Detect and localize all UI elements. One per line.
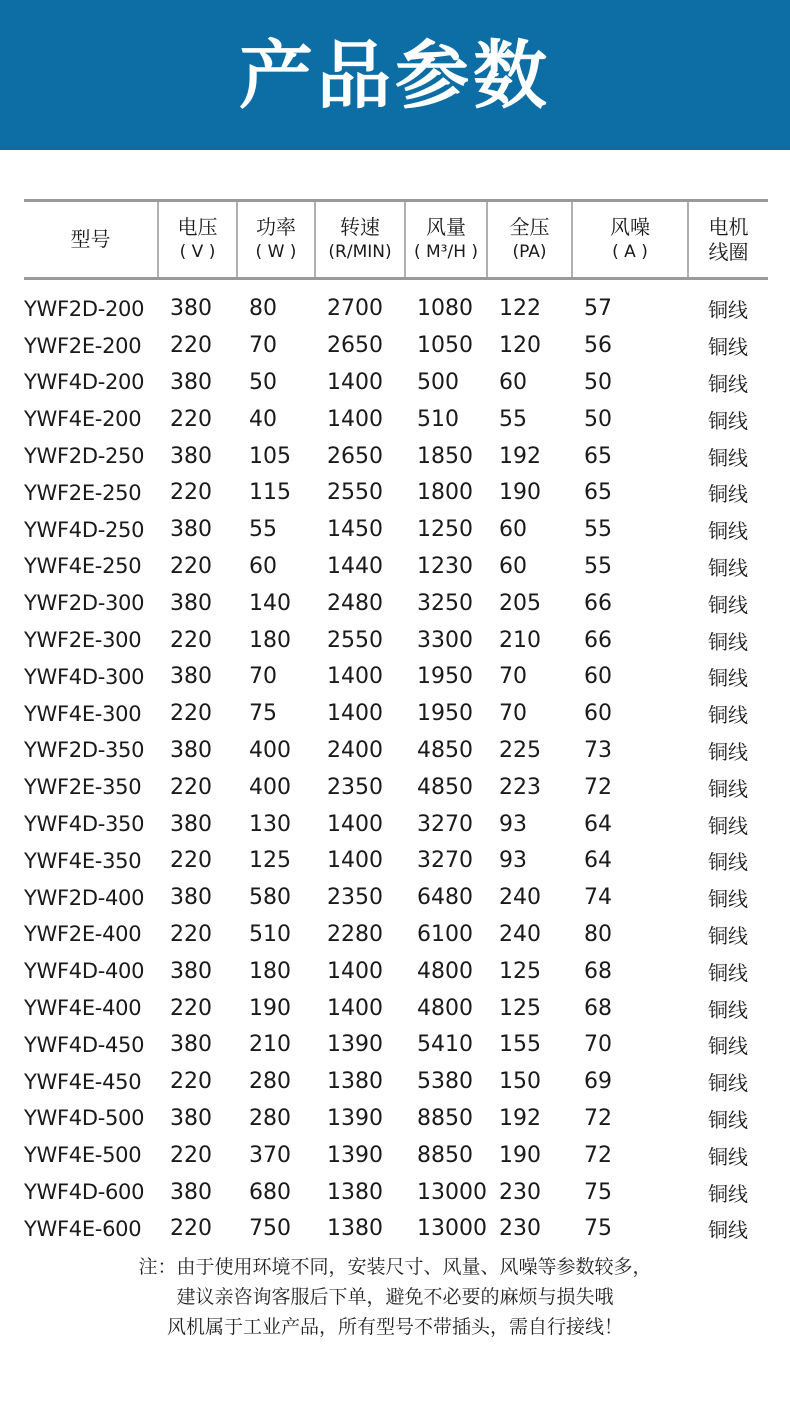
cell-model: YWF2D-300	[24, 591, 145, 616]
cell-noise: 72	[572, 769, 688, 806]
cell-voltage: 220	[158, 769, 237, 806]
cell-pressure: 230	[499, 1179, 541, 1205]
cell-pressure: 240	[487, 916, 572, 953]
cell-noise: 57	[584, 296, 612, 322]
cell-motor-coil: 铜线	[688, 327, 768, 364]
cell-speed: 1390	[327, 1105, 383, 1131]
cell-voltage: 380	[170, 296, 212, 322]
cell-power: 115	[237, 474, 315, 511]
table-row	[24, 842, 768, 879]
cell-motor-coil: 铜线	[688, 1063, 768, 1100]
cell-power: 680	[249, 1179, 291, 1205]
cell-power: 400	[249, 737, 291, 763]
cell-airflow: 1950	[417, 664, 473, 690]
header-motor-coil: 电机 线圈	[688, 201, 768, 279]
cell-speed: 1400	[315, 695, 405, 732]
cell-power: 280	[237, 1063, 315, 1100]
cell-model: YWF4D-600	[24, 1180, 145, 1205]
cell-voltage: 220	[158, 916, 237, 953]
cell-motor-coil: 铜线	[708, 739, 748, 764]
cell-noise: 68	[584, 958, 612, 984]
cell-model: YWF2D-200	[24, 296, 145, 321]
cell-noise: 72	[584, 1105, 612, 1131]
cell-model: YWF4D-500	[24, 1106, 145, 1131]
cell-voltage: 220	[158, 327, 237, 364]
cell-power: 370	[237, 1137, 315, 1174]
cell-pressure: 125	[499, 958, 541, 984]
cell-noise: 55	[572, 548, 688, 585]
parameter-table-wrap	[24, 199, 768, 1247]
cell-noise: 50	[584, 369, 612, 395]
cell-pressure: 120	[487, 327, 572, 364]
cell-pressure: 93	[487, 842, 572, 879]
cell-voltage: 220	[158, 622, 237, 659]
table-spacer	[24, 279, 768, 291]
cell-power: 105	[249, 443, 291, 469]
header-voltage: 电压 ( V )	[158, 201, 237, 279]
cell-noise: 65	[572, 474, 688, 511]
cell-motor-coil: 铜线	[708, 371, 748, 396]
cell-pressure: 190	[487, 1137, 572, 1174]
cell-voltage: 380	[170, 664, 212, 690]
cell-speed: 1400	[315, 842, 405, 879]
cell-motor-coil: 铜线	[708, 1034, 748, 1059]
cell-noise: 74	[584, 885, 612, 911]
cell-power: 750	[237, 1210, 315, 1247]
cell-pressure: 122	[499, 296, 541, 322]
cell-noise: 66	[584, 590, 612, 616]
cell-airflow: 4850	[405, 769, 487, 806]
cell-pressure: 225	[499, 737, 541, 763]
cell-model: YWF4E-450	[24, 1063, 158, 1100]
table-row	[24, 916, 768, 953]
cell-power: 190	[237, 990, 315, 1027]
cell-noise: 56	[572, 327, 688, 364]
cell-voltage: 220	[158, 401, 237, 438]
cell-voltage: 220	[158, 1063, 237, 1100]
footnote-line-2: 建议亲咨询客服后下单，避免不必要的麻烦与损失哦	[176, 1286, 614, 1308]
cell-speed: 1380	[327, 1179, 383, 1205]
cell-noise: 55	[584, 517, 612, 543]
table-row	[24, 695, 768, 732]
cell-power: 510	[237, 916, 315, 953]
cell-speed: 1440	[315, 548, 405, 585]
cell-power: 40	[237, 401, 315, 438]
cell-model: YWF2E-350	[24, 769, 158, 806]
cell-power: 50	[249, 369, 277, 395]
cell-airflow: 1950	[405, 695, 487, 732]
cell-model: YWF4E-350	[24, 842, 158, 879]
footnote-line-3: 风机属于工业产品，所有型号不带插头，需自行接线！	[166, 1316, 623, 1338]
cell-model: YWF4D-250	[24, 517, 145, 542]
cell-speed: 2550	[315, 622, 405, 659]
cell-pressure: 60	[499, 369, 527, 395]
cell-speed: 1400	[327, 369, 383, 395]
cell-model: YWF4D-350	[24, 812, 145, 837]
cell-noise: 69	[572, 1063, 688, 1100]
table-row	[24, 953, 768, 990]
cell-airflow: 1080	[417, 296, 473, 322]
cell-noise: 73	[584, 737, 612, 763]
cell-noise: 60	[572, 695, 688, 732]
cell-voltage: 220	[158, 1137, 237, 1174]
cell-motor-coil: 铜线	[688, 401, 768, 438]
header-noise: 风噪 ( A )	[572, 201, 688, 279]
footnote-line-1: 注：由于使用环境不同，安装尺寸、风量、风噪等参数较多，	[138, 1256, 652, 1278]
cell-pressure: 60	[487, 548, 572, 585]
cell-motor-coil: 铜线	[688, 548, 768, 585]
cell-model: YWF4E-200	[24, 401, 158, 438]
cell-power: 75	[237, 695, 315, 732]
table-row	[24, 1210, 768, 1247]
table-header-row	[24, 201, 768, 279]
cell-airflow: 1230	[405, 548, 487, 585]
cell-power: 140	[249, 590, 291, 616]
cell-motor-coil: 铜线	[708, 592, 748, 617]
table-row	[24, 879, 768, 916]
cell-airflow: 1050	[405, 327, 487, 364]
cell-model: YWF4D-300	[24, 664, 145, 689]
cell-speed: 1450	[327, 517, 383, 543]
cell-voltage: 220	[158, 990, 237, 1027]
table-row	[24, 1063, 768, 1100]
cell-model: YWF4E-500	[24, 1137, 158, 1174]
cell-pressure: 240	[499, 885, 541, 911]
table-body	[24, 279, 768, 1248]
cell-speed: 2480	[327, 590, 383, 616]
cell-motor-coil: 铜线	[688, 916, 768, 953]
cell-voltage: 220	[158, 548, 237, 585]
cell-noise: 68	[572, 990, 688, 1027]
cell-pressure: 190	[487, 474, 572, 511]
cell-motor-coil: 铜线	[688, 622, 768, 659]
parameter-table	[24, 199, 768, 1247]
cell-power: 70	[237, 327, 315, 364]
cell-noise: 72	[572, 1137, 688, 1174]
cell-pressure: 210	[487, 622, 572, 659]
cell-voltage: 380	[170, 369, 212, 395]
table-row	[24, 511, 768, 548]
cell-power: 130	[249, 811, 291, 837]
cell-model: YWF2E-400	[24, 916, 158, 953]
cell-power: 580	[249, 885, 291, 911]
cell-motor-coil: 铜线	[688, 842, 768, 879]
table-row	[24, 990, 768, 1027]
cell-power: 180	[249, 958, 291, 984]
table-row	[24, 1174, 768, 1211]
cell-airflow: 8850	[405, 1137, 487, 1174]
cell-voltage: 380	[170, 737, 212, 763]
cell-speed: 2700	[327, 296, 383, 322]
cell-model: YWF4D-200	[24, 370, 145, 395]
cell-motor-coil: 铜线	[688, 769, 768, 806]
cell-airflow: 4850	[417, 737, 473, 763]
cell-pressure: 70	[499, 664, 527, 690]
cell-motor-coil: 铜线	[688, 695, 768, 732]
cell-motor-coil: 铜线	[688, 474, 768, 511]
cell-speed: 1390	[327, 1032, 383, 1058]
table-row	[24, 806, 768, 843]
cell-model: YWF4E-250	[24, 548, 158, 585]
cell-motor-coil: 铜线	[708, 519, 748, 544]
cell-voltage: 380	[170, 443, 212, 469]
cell-airflow: 4800	[405, 990, 487, 1027]
cell-model: YWF2E-200	[24, 327, 158, 364]
header-power: 功率 ( W )	[237, 201, 315, 279]
cell-power: 80	[249, 296, 277, 322]
cell-speed: 2350	[327, 885, 383, 911]
cell-airflow: 510	[405, 401, 487, 438]
cell-voltage: 380	[170, 885, 212, 911]
cell-model: YWF2D-250	[24, 444, 145, 469]
cell-motor-coil: 铜线	[708, 298, 748, 323]
cell-model: YWF2D-350	[24, 738, 145, 763]
table-row	[24, 438, 768, 475]
cell-voltage: 380	[170, 958, 212, 984]
cell-noise: 64	[584, 811, 612, 837]
cell-noise: 75	[584, 1179, 612, 1205]
cell-power: 55	[249, 517, 277, 543]
cell-pressure: 150	[487, 1063, 572, 1100]
footnote	[0, 1252, 790, 1342]
cell-speed: 2650	[315, 327, 405, 364]
cell-pressure: 192	[499, 1105, 541, 1131]
table-row	[24, 327, 768, 364]
cell-noise: 65	[584, 443, 612, 469]
cell-airflow: 3250	[417, 590, 473, 616]
cell-airflow: 3300	[405, 622, 487, 659]
cell-airflow: 4800	[417, 958, 473, 984]
cell-model: YWF2E-250	[24, 474, 158, 511]
table-row	[24, 622, 768, 659]
cell-voltage: 380	[170, 1032, 212, 1058]
cell-pressure: 70	[487, 695, 572, 732]
cell-speed: 2400	[327, 737, 383, 763]
cell-power: 180	[237, 622, 315, 659]
table-row	[24, 291, 768, 328]
cell-model: YWF4E-600	[24, 1210, 158, 1247]
cell-pressure: 155	[499, 1032, 541, 1058]
cell-pressure: 93	[499, 811, 527, 837]
cell-motor-coil: 铜线	[708, 1107, 748, 1132]
cell-speed: 1380	[315, 1210, 405, 1247]
cell-motor-coil: 铜线	[688, 1210, 768, 1247]
cell-speed: 1400	[315, 401, 405, 438]
cell-airflow: 1850	[417, 443, 473, 469]
cell-voltage: 380	[170, 1105, 212, 1131]
cell-airflow: 13000	[405, 1210, 487, 1247]
table-row	[24, 769, 768, 806]
cell-pressure: 55	[487, 401, 572, 438]
cell-noise: 80	[572, 916, 688, 953]
header-pressure: 全压 (PA)	[487, 201, 572, 279]
title-banner	[0, 0, 790, 150]
table-row	[24, 548, 768, 585]
cell-airflow: 3270	[417, 811, 473, 837]
cell-voltage: 380	[170, 811, 212, 837]
cell-voltage: 220	[158, 695, 237, 732]
cell-speed: 1400	[327, 958, 383, 984]
cell-voltage: 380	[170, 1179, 212, 1205]
cell-airflow: 5410	[417, 1032, 473, 1058]
table-row	[24, 1100, 768, 1137]
cell-noise: 50	[572, 401, 688, 438]
cell-airflow: 1250	[417, 517, 473, 543]
table-row	[24, 364, 768, 401]
cell-power: 400	[237, 769, 315, 806]
cell-speed: 1390	[315, 1137, 405, 1174]
cell-motor-coil: 铜线	[708, 887, 748, 912]
cell-voltage: 220	[158, 474, 237, 511]
cell-voltage: 220	[158, 842, 237, 879]
cell-motor-coil: 铜线	[708, 813, 748, 838]
cell-airflow: 500	[417, 369, 459, 395]
cell-speed: 1400	[315, 990, 405, 1027]
cell-speed: 2350	[315, 769, 405, 806]
cell-motor-coil: 铜线	[708, 1181, 748, 1206]
header-airflow: 风量 ( M³/H )	[405, 201, 487, 279]
table-row	[24, 1137, 768, 1174]
cell-power: 60	[237, 548, 315, 585]
cell-noise: 70	[584, 1032, 612, 1058]
cell-model: YWF4E-400	[24, 990, 158, 1027]
cell-noise: 60	[584, 664, 612, 690]
cell-pressure: 60	[499, 517, 527, 543]
cell-airflow: 6100	[405, 916, 487, 953]
cell-power: 210	[249, 1032, 291, 1058]
cell-model: YWF4D-400	[24, 959, 145, 984]
table-row	[24, 1026, 768, 1063]
table-row	[24, 401, 768, 438]
cell-airflow: 13000	[417, 1179, 487, 1205]
cell-noise: 64	[572, 842, 688, 879]
cell-voltage: 220	[158, 1210, 237, 1247]
cell-airflow: 1800	[405, 474, 487, 511]
cell-speed: 2550	[315, 474, 405, 511]
header-model: 型号	[24, 201, 158, 279]
cell-speed: 2280	[315, 916, 405, 953]
cell-noise: 66	[572, 622, 688, 659]
cell-airflow: 6480	[417, 885, 473, 911]
cell-voltage: 380	[170, 517, 212, 543]
cell-motor-coil: 铜线	[688, 990, 768, 1027]
cell-voltage: 380	[170, 590, 212, 616]
cell-pressure: 205	[499, 590, 541, 616]
cell-motor-coil: 铜线	[708, 960, 748, 985]
cell-airflow: 8850	[417, 1105, 473, 1131]
cell-pressure: 125	[487, 990, 572, 1027]
cell-airflow: 3270	[405, 842, 487, 879]
cell-power: 70	[249, 664, 277, 690]
cell-motor-coil: 铜线	[708, 666, 748, 691]
cell-speed: 1400	[327, 811, 383, 837]
cell-pressure: 223	[487, 769, 572, 806]
cell-model: YWF2E-300	[24, 622, 158, 659]
table-row	[24, 585, 768, 622]
cell-model: YWF4D-450	[24, 1032, 145, 1057]
cell-airflow: 5380	[405, 1063, 487, 1100]
cell-model: YWF2D-400	[24, 885, 145, 910]
cell-model: YWF4E-300	[24, 695, 158, 732]
cell-pressure: 192	[499, 443, 541, 469]
table-row	[24, 474, 768, 511]
cell-power: 125	[237, 842, 315, 879]
cell-speed: 2650	[327, 443, 383, 469]
cell-motor-coil: 铜线	[688, 1137, 768, 1174]
header-speed: 转速 (R/MIN)	[315, 201, 405, 279]
cell-motor-coil: 铜线	[708, 445, 748, 470]
table-row	[24, 732, 768, 769]
cell-pressure: 230	[487, 1210, 572, 1247]
table-row	[24, 658, 768, 695]
cell-speed: 1400	[327, 664, 383, 690]
cell-power: 280	[249, 1105, 291, 1131]
cell-noise: 75	[572, 1210, 688, 1247]
cell-speed: 1380	[315, 1063, 405, 1100]
page-title: 产品参数	[239, 33, 551, 119]
